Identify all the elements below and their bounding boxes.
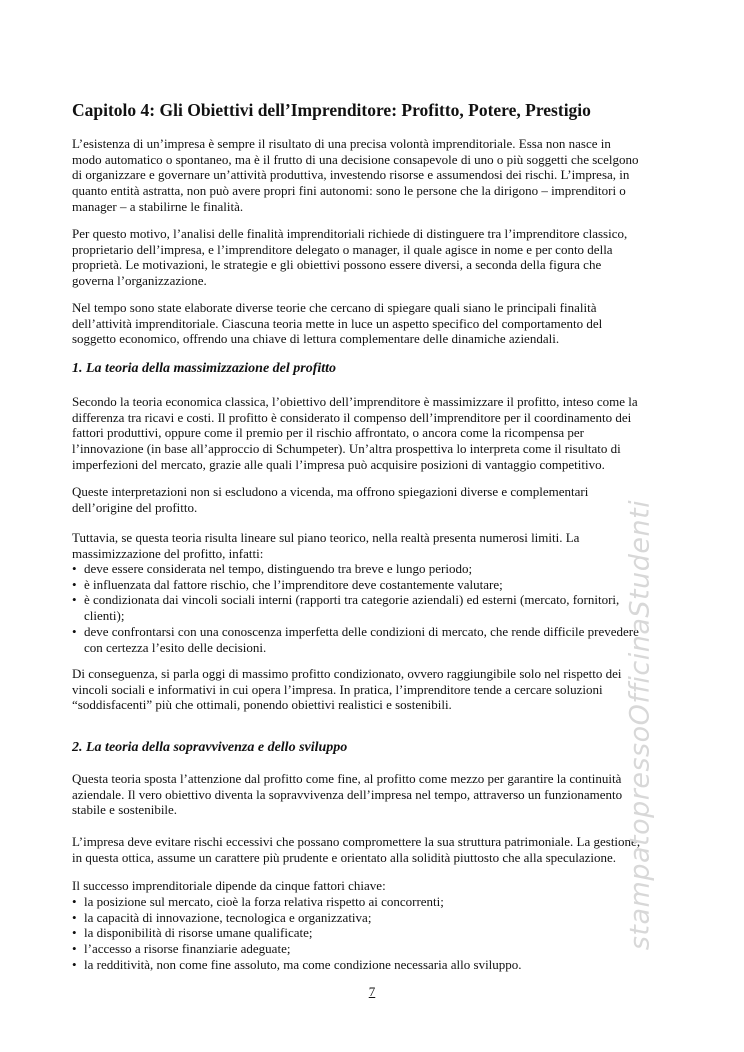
paragraph-line: quanto entità astratta, non può avere propri fini autonomi: sono le persone che la dirigono – imprenditori o	[72, 183, 626, 199]
bullet-icon: •	[72, 925, 77, 941]
paragraph-line: massimizzazione del profitto, infatti:	[72, 545, 264, 561]
heading-text: 2. La teoria della sopravvivenza e dello sviluppo	[72, 740, 348, 755]
list-item	[72, 577, 682, 593]
paragraph-line: modo automatico o spontaneo, ma è il frutto di una decisione consapevole di uno o più soggetti che scelgono	[72, 151, 639, 167]
paragraph	[72, 484, 682, 515]
paragraph-line: Il successo imprenditoriale dipende da cinque fattori chiave:	[72, 878, 386, 893]
paragraph-line: manager – a stabilirne le finalità.	[72, 198, 244, 214]
paragraph-line: “soddisfacenti” più che ottimali, ponendo obiettivi realistici e sostenibili.	[72, 697, 452, 713]
list-item	[72, 561, 682, 577]
bullet-icon: •	[72, 623, 77, 639]
paragraph-line: Tuttavia, se questa teoria risulta lineare sul piano teorico, nella realtà presenta numerosi limiti. La	[72, 530, 580, 545]
heading-text: 1. La teoria della massimizzazione del profitto	[72, 361, 337, 376]
paragraph	[72, 394, 682, 473]
list-item-text: la posizione sul mercato, cioè la forza relativa rispetto ai concorrenti;	[84, 894, 444, 909]
watermark: stampatopressoOfficinaStudenti	[624, 499, 656, 951]
bullet-icon: •	[72, 909, 77, 925]
paragraph-line: dell’origine del profitto.	[72, 499, 198, 515]
bullet-icon: •	[72, 576, 77, 592]
paragraph-line: Questa teoria sposta l’attenzione dal profitto come fine, al profitto come mezzo per garantire la continuità	[72, 771, 622, 786]
list-item-text: deve essere considerata nel tempo, distinguendo tra breve e lungo periodo;	[84, 561, 473, 576]
paragraph-line: vincoli sociali e informativi in cui opera l’impresa. In pratica, l’imprenditore tende a cercare soluzioni	[72, 681, 603, 697]
list-item-text: l’accesso a risorse finanziarie adeguate;	[84, 941, 291, 957]
paragraph-line: L’impresa deve evitare rischi eccessivi che possano compromettere la sua struttura patrimoniale. La gestione,	[72, 834, 641, 849]
list-item-text: la redditività, non come fine assoluto, ma come condizione necessaria allo sviluppo.	[84, 956, 522, 972]
paragraph-line: Secondo la teoria economica classica, l’obiettivo dell’imprenditore è massimizzare il profitto, inteso come la	[72, 394, 638, 409]
bullet-icon: •	[72, 894, 77, 909]
bullet-icon: •	[72, 561, 77, 576]
paragraph-line: proprietario dell’impresa, e l’imprenditore delegato o manager, il quale agisce in nome e per conto della	[72, 241, 613, 257]
paragraph	[72, 771, 682, 818]
paragraph-line: in questa ottica, assume un carattere più prudente e orientato alla solidità piuttosto che alla speculazione.	[72, 849, 617, 865]
list-item-text: la disponibilità di risorse umane qualificate;	[84, 925, 313, 941]
paragraph-line: differenza tra ricavi e costi. Il profitto è considerato il compenso dell’imprenditore per il coordinamento dei	[72, 409, 632, 425]
bullet-list	[72, 561, 682, 655]
list-item	[72, 592, 682, 608]
paragraph	[72, 834, 682, 865]
list-item-continuation	[72, 608, 682, 624]
paragraph	[72, 300, 682, 347]
list-item	[72, 925, 682, 941]
list-item-text: deve confrontarsi con una conoscenza imperfetta delle condizioni di mercato, che rende difficile prevedere	[84, 623, 639, 639]
bullet-list	[72, 894, 682, 973]
list-item-text: è condizionata dai vincoli sociali interni (rapporti tra categorie aziendali) ed esterni (mercato, fornitori,	[84, 592, 620, 608]
page-number: 7	[368, 984, 376, 999]
bullet-icon: •	[72, 941, 77, 957]
list-item	[72, 941, 682, 957]
paragraph-line: dell’attività imprenditoriale. Ciascuna teoria mette in luce un aspetto specifico del comportamento del	[72, 315, 603, 331]
bullet-icon: •	[72, 592, 77, 608]
list-item	[72, 910, 682, 926]
section-heading	[72, 739, 682, 757]
paragraph	[72, 666, 682, 713]
paragraph-line: stabile e sostenibile.	[72, 802, 178, 818]
paragraph	[72, 530, 682, 561]
section-heading	[72, 360, 682, 378]
paragraph-line: Per questo motivo, l’analisi delle finalità imprenditoriali richiede di distinguere tra l’imprenditore classico,	[72, 226, 628, 241]
list-item-text: la capacità di innovazione, tecnologica e organizzativa;	[84, 909, 372, 925]
chapter-title: Capitolo 4: Gli Obiettivi dell’Imprenditore: Profitto, Potere, Prestigio	[72, 100, 591, 120]
bullet-icon: •	[72, 956, 77, 972]
paragraph-line: L’esistenza di un’impresa è sempre il risultato di una precisa volontà imprenditoriale. Essa non nasce in	[72, 136, 611, 151]
paragraph-line: fattori produttivi, oppure come il premio per il rischio affrontato, o ancora come la ricompensa per	[72, 425, 585, 441]
paragraph-line: di organizzare e governare un’attività produttiva, investendo risorse e assumendosi dei rischi. L’impresa, in	[72, 167, 630, 183]
list-item-text: con certezza l’esito delle decisioni.	[84, 639, 267, 655]
paragraph-line: soggetto economico, offrendo una chiave di lettura complementare delle dinamiche aziendali.	[72, 331, 560, 347]
paragraph-line: l’innovazione (in base all’approccio di Schumpeter). Un’altra prospettiva lo interpreta come il risultato di	[72, 441, 621, 457]
list-item-text: clienti);	[84, 608, 125, 624]
list-item-text: è influenzata dal fattore rischio, che l’imprenditore deve costantemente valutare;	[84, 576, 503, 592]
paragraph-line: Queste interpretazioni non si escludono a vicenda, ma offrono spiegazioni diverse e complementari	[72, 484, 589, 499]
list-item	[72, 894, 682, 910]
paragraph-line: imperfezioni del mercato, grazie alle quali l’impresa può acquisire posizioni di vantaggio competitivo.	[72, 456, 605, 472]
paragraph-line: governa l’organizzazione.	[72, 273, 207, 289]
list-item-continuation	[72, 640, 682, 656]
paragraph	[72, 226, 682, 289]
list-item	[72, 624, 682, 640]
paragraph-line: Nel tempo sono state elaborate diverse teorie che cercano di spiegare quali siano le principali finalità	[72, 300, 597, 315]
list-item	[72, 957, 682, 973]
paragraph	[72, 878, 682, 894]
paragraph-line: aziendale. Il vero obiettivo diventa la sopravvivenza dell’impresa nel tempo, attraverso un funzionamento	[72, 786, 623, 802]
paragraph-line: Di conseguenza, si parla oggi di massimo profitto condizionato, ovvero raggiungibile solo nel rispetto dei	[72, 666, 622, 681]
paragraph-line: proprietà. Le motivazioni, le strategie e gli obiettivi possono essere diversi, a seconda della figura che	[72, 257, 602, 273]
paragraph	[72, 136, 682, 215]
